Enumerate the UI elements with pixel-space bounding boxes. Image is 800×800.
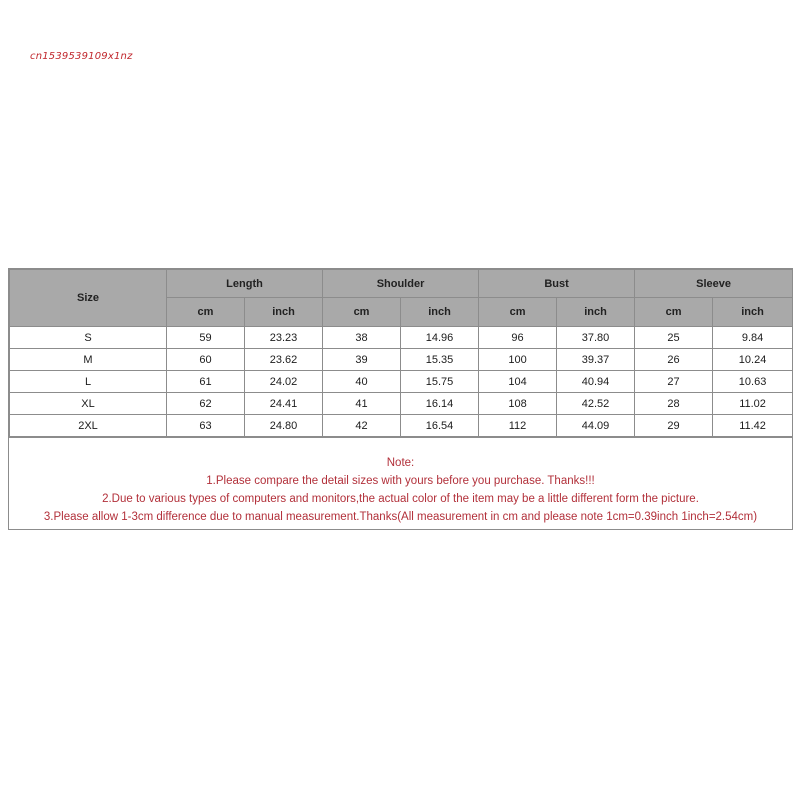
shoulder-cm-cell: 42 (323, 415, 401, 437)
table-row (10, 415, 793, 437)
note-line: 2.Due to various types of computers and monitors,the actual color of the item may be a little different form the picture. (102, 493, 699, 505)
unit-header-inch: inch (713, 298, 793, 327)
bust-cm-cell: 100 (479, 349, 557, 371)
size-cell: M (10, 349, 167, 371)
bust-cm-cell: 112 (479, 415, 557, 437)
unit-header-cm: cm (479, 298, 557, 327)
shoulder-cm-cell: 40 (323, 371, 401, 393)
bust-inch-cell: 39.37 (557, 349, 635, 371)
unit-header-inch: inch (401, 298, 479, 327)
length-inch-cell: 24.80 (245, 415, 323, 437)
shoulder-cm-cell: 39 (323, 349, 401, 371)
shoulder-inch-cell: 14.96 (401, 327, 479, 349)
unit-header-inch: inch (557, 298, 635, 327)
size-cell: L (10, 371, 167, 393)
bust-cm-cell: 104 (479, 371, 557, 393)
size-cell: S (10, 327, 167, 349)
size-cell: XL (10, 393, 167, 415)
length-cm-cell: 59 (167, 327, 245, 349)
group-header-sleeve: Sleeve (635, 270, 793, 298)
bust-cm-cell: 96 (479, 327, 557, 349)
sleeve-inch-cell: 10.24 (713, 349, 793, 371)
sleeve-inch-cell: 10.63 (713, 371, 793, 393)
group-header-length: Length (167, 270, 323, 298)
bust-cm-cell: 108 (479, 393, 557, 415)
shoulder-cm-cell: 41 (323, 393, 401, 415)
group-header-bust: Bust (479, 270, 635, 298)
note-line: 1.Please compare the detail sizes with yours before you purchase. Thanks!!! (206, 475, 595, 487)
bust-inch-cell: 40.94 (557, 371, 635, 393)
size-table (9, 269, 793, 437)
length-inch-cell: 24.41 (245, 393, 323, 415)
table-row (10, 371, 793, 393)
table-row (10, 393, 793, 415)
length-inch-cell: 23.62 (245, 349, 323, 371)
notes-heading: Note: (386, 457, 415, 469)
shoulder-inch-cell: 15.35 (401, 349, 479, 371)
sleeve-inch-cell: 11.42 (713, 415, 793, 437)
shoulder-inch-cell: 16.54 (401, 415, 479, 437)
sleeve-cm-cell: 28 (635, 393, 713, 415)
shoulder-inch-cell: 15.75 (401, 371, 479, 393)
table-row (10, 327, 793, 349)
shoulder-inch-cell: 16.14 (401, 393, 479, 415)
size-chart (8, 268, 793, 530)
shoulder-cm-cell: 38 (323, 327, 401, 349)
length-cm-cell: 60 (167, 349, 245, 371)
sleeve-cm-cell: 25 (635, 327, 713, 349)
length-cm-cell: 62 (167, 393, 245, 415)
sleeve-cm-cell: 26 (635, 349, 713, 371)
length-inch-cell: 24.02 (245, 371, 323, 393)
size-column-header: Size (10, 270, 167, 327)
table-body (10, 327, 793, 437)
bust-inch-cell: 42.52 (557, 393, 635, 415)
notes-section (9, 437, 792, 529)
length-inch-cell: 23.23 (245, 327, 323, 349)
unit-header-inch: inch (245, 298, 323, 327)
unit-header-cm: cm (167, 298, 245, 327)
sleeve-cm-cell: 27 (635, 371, 713, 393)
bust-inch-cell: 37.80 (557, 327, 635, 349)
unit-header-cm: cm (323, 298, 401, 327)
bust-inch-cell: 44.09 (557, 415, 635, 437)
table-header (10, 270, 793, 327)
sleeve-inch-cell: 9.84 (713, 327, 793, 349)
length-cm-cell: 63 (167, 415, 245, 437)
length-cm-cell: 61 (167, 371, 245, 393)
table-row (10, 349, 793, 371)
unit-header-cm: cm (635, 298, 713, 327)
sleeve-cm-cell: 29 (635, 415, 713, 437)
watermark-text: cn1539539109x1nz (30, 51, 133, 62)
size-cell: 2XL (10, 415, 167, 437)
note-line: 3.Please allow 1-3cm difference due to manual measurement.Thanks(All measurement in cm and please note 1cm=0.39inch 1inch=2.54cm) (43, 511, 758, 523)
sleeve-inch-cell: 11.02 (713, 393, 793, 415)
group-header-shoulder: Shoulder (323, 270, 479, 298)
